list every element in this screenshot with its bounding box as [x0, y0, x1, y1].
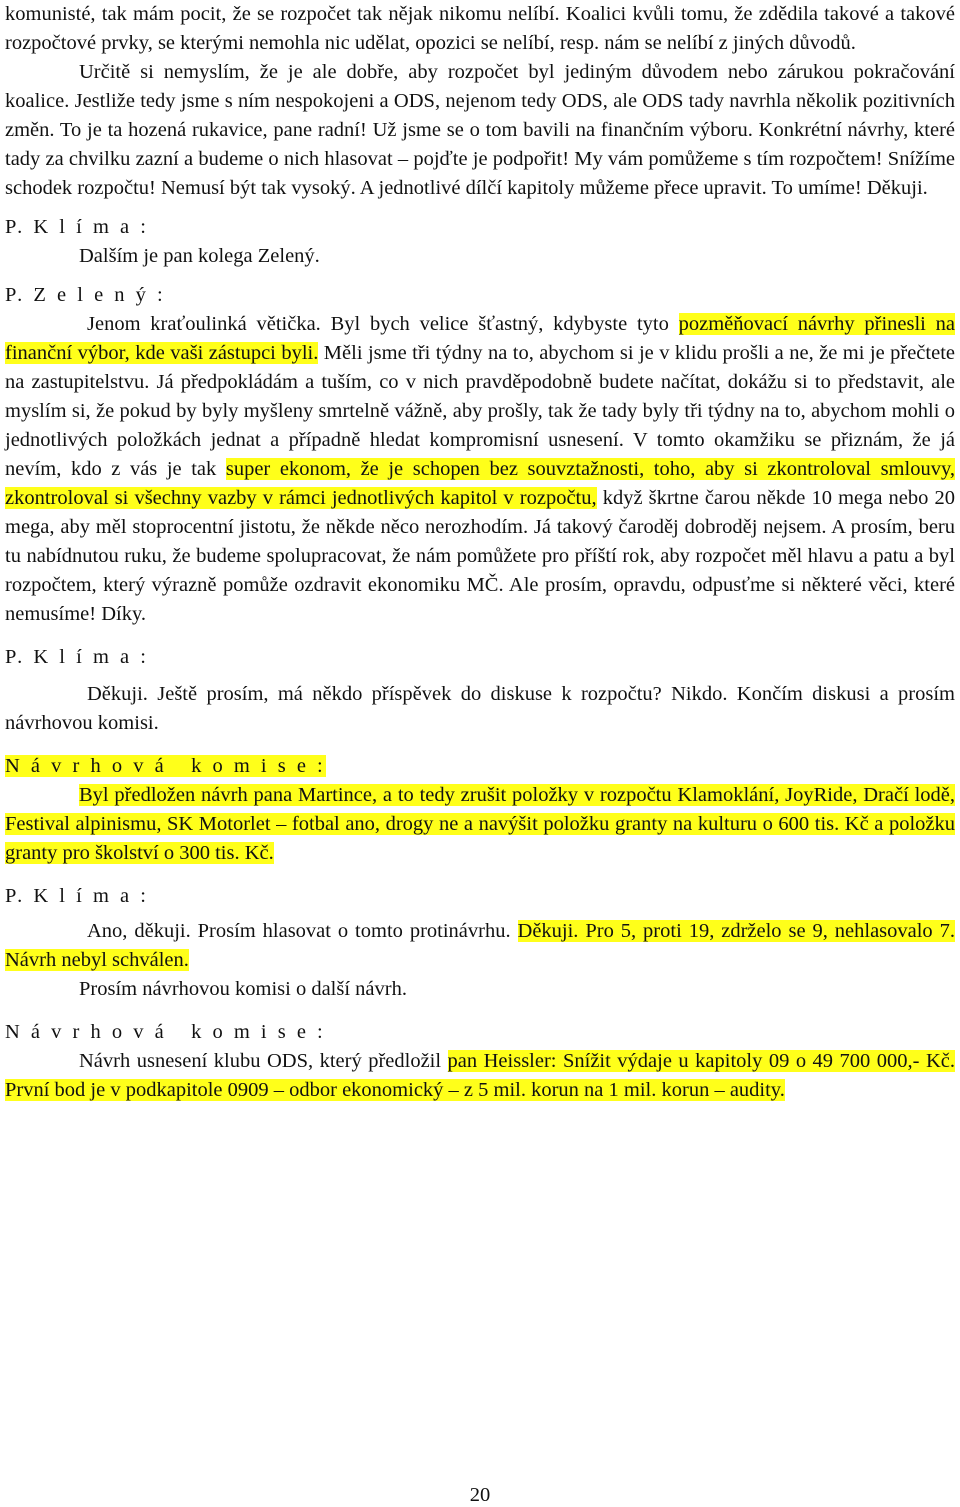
text-segment: Ano, děkuji. Prosím hlasovat o tomto protinávrhu. [87, 920, 518, 942]
speaker-zeleny: P. Z e l e n ý : [5, 284, 166, 306]
page-number: 20 [469, 1484, 491, 1506]
paragraph-klima-2: Děkuji. Ještě prosím, má někdo příspěvek do diskuse k rozpočtu? Nikdo. Končím diskusi a prosím návrhovou komisi. [5, 683, 955, 734]
highlighted-text: Byl předložen návrh pana Martince, a to tedy zrušit položky v rozpočtu Klamoklání, JoyRide, Dračí lodě, Festival alpinismu, SK Motorlet – fotbal ano, drogy ne a navýšit položku granty na kulturu o 600 tis. Kč a položku granty pro školství o 300 tis. Kč. [5, 784, 955, 864]
text-segment: Jenom kraťoulinká větička. Byl bych velice šťastný, kdybyste tyto [87, 313, 679, 335]
speaker-klima-1: P. K l í m a : [5, 216, 149, 238]
paragraph-komise-1 [5, 781, 955, 868]
paragraph-intro: komunisté, tak mám pocit, že se rozpočet tak nějak nikomu nelíbí. Koalici kvůli tomu, že zdědila takové a takové rozpočtové prvky, se kterými nemohla nic udělat, opozici se nelíbí, resp. nám se nelíbí z jiných důvodů. [5, 3, 955, 54]
paragraph-budget-critique: Určitě si nemyslím, že je ale dobře, aby rozpočet byl jediným důvodem nebo zárukou pokračování koalice. Jestliže tedy jsme s ním nespokojeni a ODS, nejenom tedy ODS, ale ODS tady navrhla několik pozitivních změn. To je ta hozená rukavice, pane radní! Už jsme se o tom bavili na finančním výboru. Konkrétní návrhy, které tady za chvilku zazní a budeme o nich hlasovat – pojďte je podpořit! My vám pomůžeme s tím rozpočtem! Snížíme schodek rozpočtu! Nemusí být tak vysoký. A jednotlivé dílčí kapitoly můžeme přece upravit. To umíme! Děkuji. [5, 61, 955, 199]
document-page [5, 0, 955, 1105]
highlighted-text: pan Heissler: Snížit výdaje u kapitoly 09 o 49 700 000,- Kč. První bod je v podkapitole 0909 – odbor ekonomický – z 5 mil. korun na 1 mil. korun – audity. [5, 1050, 955, 1101]
speaker-klima-2: P. K l í m a : [5, 646, 149, 668]
speaker-komise-1 [5, 752, 955, 781]
paragraph-komise-2 [5, 1047, 955, 1105]
paragraph-klima-3b: Prosím návrhovou komisi o další návrh. [79, 978, 407, 1000]
speaker-klima-3: P. K l í m a : [5, 885, 149, 907]
paragraph-klima-1: Dalším je pan kolega Zelený. [79, 245, 320, 267]
text-segment: Návrh usnesení klubu ODS, který předložil [79, 1050, 448, 1072]
text-segment: když škrtne čarou někde 10 mega nebo 20 mega, aby měl stoprocentní jistotu, že někde něco nerozhodím. Já takový čaroděj dobroděj nejsem. A prosím, beru tu nabídnutou ruku, že budeme spolupracovat, že nám pomůžete pro příští rok, aby rozpočet měl hlavu a patu a byl rozpočtem, který výrazně pomůže ozdravit ekonomiku MČ. Ale prosím, opravdu, odpusťme si některé věci, které nemusíme! Díky. [5, 487, 955, 625]
paragraph-zeleny [5, 310, 955, 629]
highlighted-text: Děkuji. Pro 5, proti 19, zdrželo se 9, nehlasovalo 7. Návrh nebyl schválen. [5, 920, 955, 971]
speaker-komise-2: N á v r h o v á k o m i s e : [5, 1021, 326, 1043]
highlighted-text: N á v r h o v á k o m i s e : [5, 755, 326, 777]
highlighted-text: pozměňovací návrhy přinesli na finanční výbor, kde vaši zástupci byli. [5, 313, 955, 364]
paragraph-klima-3 [5, 917, 955, 975]
highlighted-text: super ekonom, že je schopen bez souvztažnosti, toho, aby si zkontroloval smlouvy, zkontroloval si všechny vazby v rámci jednotlivých kapitol v rozpočtu, [5, 458, 955, 509]
text-segment: Měli jsme tři týdny na to, abychom si je v klidu prošli a ne, že mi je přečtete na zastupitelstvu. Já předpokládám a tuším, co v nich pravděpodobně budete načítat, dokážu si to představit, ale myslím si, že pokud by byly myšleny smrtelně vážně, aby prošly, tak že tady byly tři týdny na to, abychom mohli o jednotlivých položkách jednat a případně hledat kompromisní usnesení. V tomto okamžiku se přiznám, že já nevím, kdo z vás je tak [5, 342, 955, 480]
